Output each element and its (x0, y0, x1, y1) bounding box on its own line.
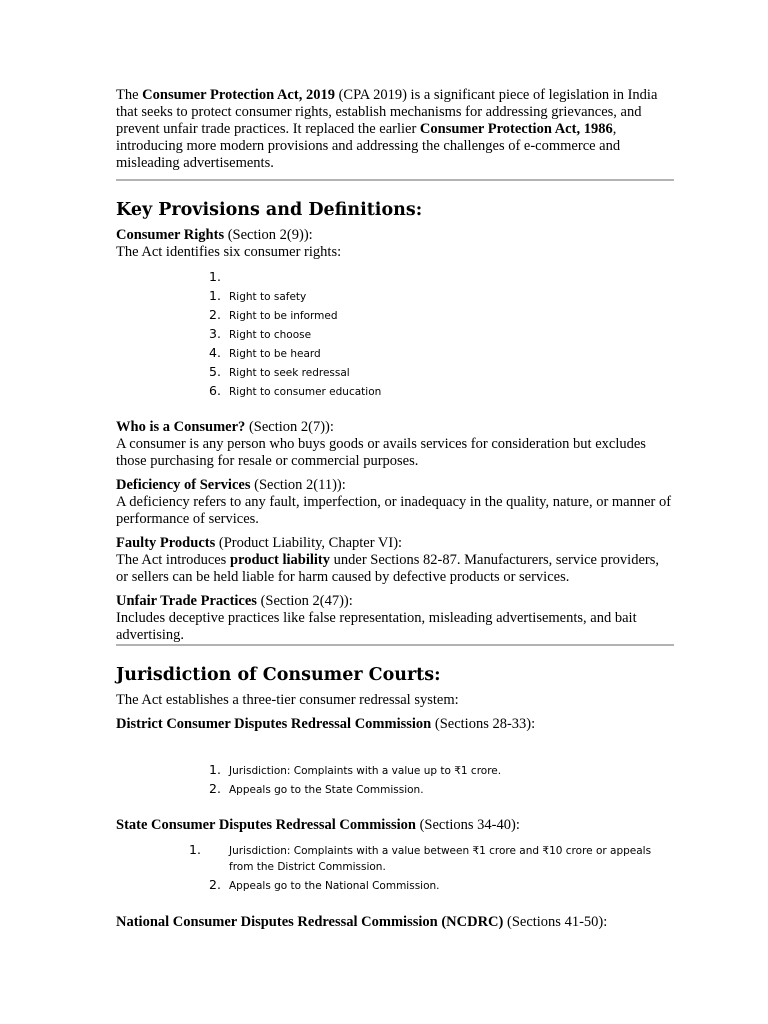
list-item (209, 344, 674, 363)
list-number: 5. (209, 364, 221, 379)
deficiency-block (116, 477, 674, 528)
list-number: 6. (209, 383, 221, 398)
faulty-desc-2: under Sections 82-87. Manufacturers, service providers, or sellers can be held liable for harm caused by defective products or services. (116, 552, 659, 585)
state-commission-term: State Consumer Disputes Redressal Commission (116, 817, 416, 833)
list-item (209, 325, 674, 344)
list-item-text: Right to be informed (229, 310, 338, 322)
consumer-definition-block (116, 419, 674, 470)
list-item (209, 306, 674, 325)
state-commission-block (116, 817, 674, 834)
list-item (209, 382, 674, 401)
consumer-term: Who is a Consumer? (116, 419, 246, 435)
list-item-empty (209, 268, 674, 287)
act-1986-name: Consumer Protection Act, 1986 (419, 121, 613, 137)
deficiency-term: Deficiency of Services (116, 477, 251, 493)
list-item (209, 761, 674, 780)
national-commission-term: National Consumer Disputes Redressal Commission (NCDRC) (116, 914, 504, 930)
list-item-text: Jurisdiction: Complaints with a value up to ₹1 crore. (229, 765, 502, 777)
state-commission-ref: (Sections 34-40): (415, 817, 520, 833)
consumer-ref: (Section 2(7)): (245, 419, 334, 435)
list-number: 2. (209, 781, 221, 796)
section-heading-jurisdiction: Jurisdiction of Consumer Courts: (116, 665, 441, 685)
list-item-text: Appeals go to the State Commission. (229, 784, 424, 796)
product-liability-term: product liability (229, 552, 331, 568)
faulty-products-term: Faulty Products (116, 535, 216, 551)
consumer-rights-ref: (Section 2(9)): (224, 227, 313, 243)
deficiency-ref: (Section 2(11)): (250, 477, 346, 493)
district-commission-ref: (Sections 28-33): (431, 716, 536, 732)
list-item (189, 842, 674, 877)
intro-text-2: (CPA 2019) is a significant piece of legislation in India that seeks to protect consumer rights, establish mechanisms for addressing grievances, and prevent unfair trade practices. It replaced the earlier (116, 87, 658, 137)
list-number: 3. (209, 326, 221, 341)
faulty-desc-1: The Act introduces (116, 552, 230, 568)
intro-paragraph (116, 87, 674, 172)
section-heading-key-provisions: Key Provisions and Definitions: (116, 200, 423, 220)
list-number: 2. (209, 877, 221, 892)
list-item (209, 363, 674, 382)
document-page (116, 87, 674, 931)
state-commission-list (116, 842, 674, 896)
district-commission-list (116, 761, 674, 799)
list-item-text: Appeals go to the National Commission. (229, 880, 440, 892)
district-commission-term: District Consumer Disputes Redressal Commission (116, 716, 432, 732)
list-item-text: Right to be heard (229, 348, 321, 360)
unfair-trade-ref: (Section 2(47)): (256, 593, 353, 609)
list-item-text: Right to choose (229, 329, 312, 341)
unfair-trade-term: Unfair Trade Practices (116, 593, 257, 609)
list-item-text: Right to safety (229, 291, 307, 303)
deficiency-desc: A deficiency refers to any fault, imperfection, or inadequacy in the quality, nature, or manner of performance of services. (116, 494, 672, 527)
consumer-rights-list (116, 268, 674, 401)
list-item (209, 287, 674, 306)
list-item-text: Jurisdiction: Complaints with a value between ₹1 crore and ₹10 crore or appeals from the District Commission. (229, 845, 652, 873)
consumer-rights-desc: The Act identifies six consumer rights: (116, 244, 342, 260)
unfair-trade-desc: Includes deceptive practices like false representation, misleading advertisements, and bait advertising. (116, 610, 637, 643)
list-number: 4. (209, 345, 221, 360)
act-2019-name: Consumer Protection Act, 2019 (142, 87, 335, 103)
list-number: 1. (189, 842, 201, 857)
consumer-desc: A consumer is any person who buys goods or avails services for consideration but excludes those purchasing for resale or commercial purposes. (116, 436, 646, 469)
divider (116, 644, 674, 646)
jurisdiction-intro: The Act establishes a three-tier consumer redressal system: (116, 692, 459, 708)
list-item-text: Right to seek redressal (229, 367, 350, 379)
national-commission-ref: (Sections 41-50): (503, 914, 608, 930)
faulty-products-block (116, 535, 674, 586)
district-commission-block (116, 716, 674, 733)
list-item (209, 877, 674, 896)
list-number: 1. (209, 762, 221, 777)
list-number: 1. (209, 288, 221, 303)
consumer-rights-term: Consumer Rights (116, 227, 225, 243)
faulty-products-ref: (Product Liability, Chapter VI): (215, 535, 403, 551)
intro-text-1: The (116, 87, 143, 103)
national-commission-block (116, 914, 674, 931)
unfair-trade-block (116, 593, 674, 644)
list-item (209, 780, 674, 799)
list-number: 2. (209, 307, 221, 322)
list-number: 1. (209, 269, 221, 284)
list-item-text: Right to consumer education (229, 386, 382, 398)
divider (116, 179, 674, 181)
consumer-rights-block (116, 227, 674, 261)
intro-text-3: , introducing more modern provisions and addressing the challenges of e-commerce and misleading advertisements. (116, 121, 621, 171)
